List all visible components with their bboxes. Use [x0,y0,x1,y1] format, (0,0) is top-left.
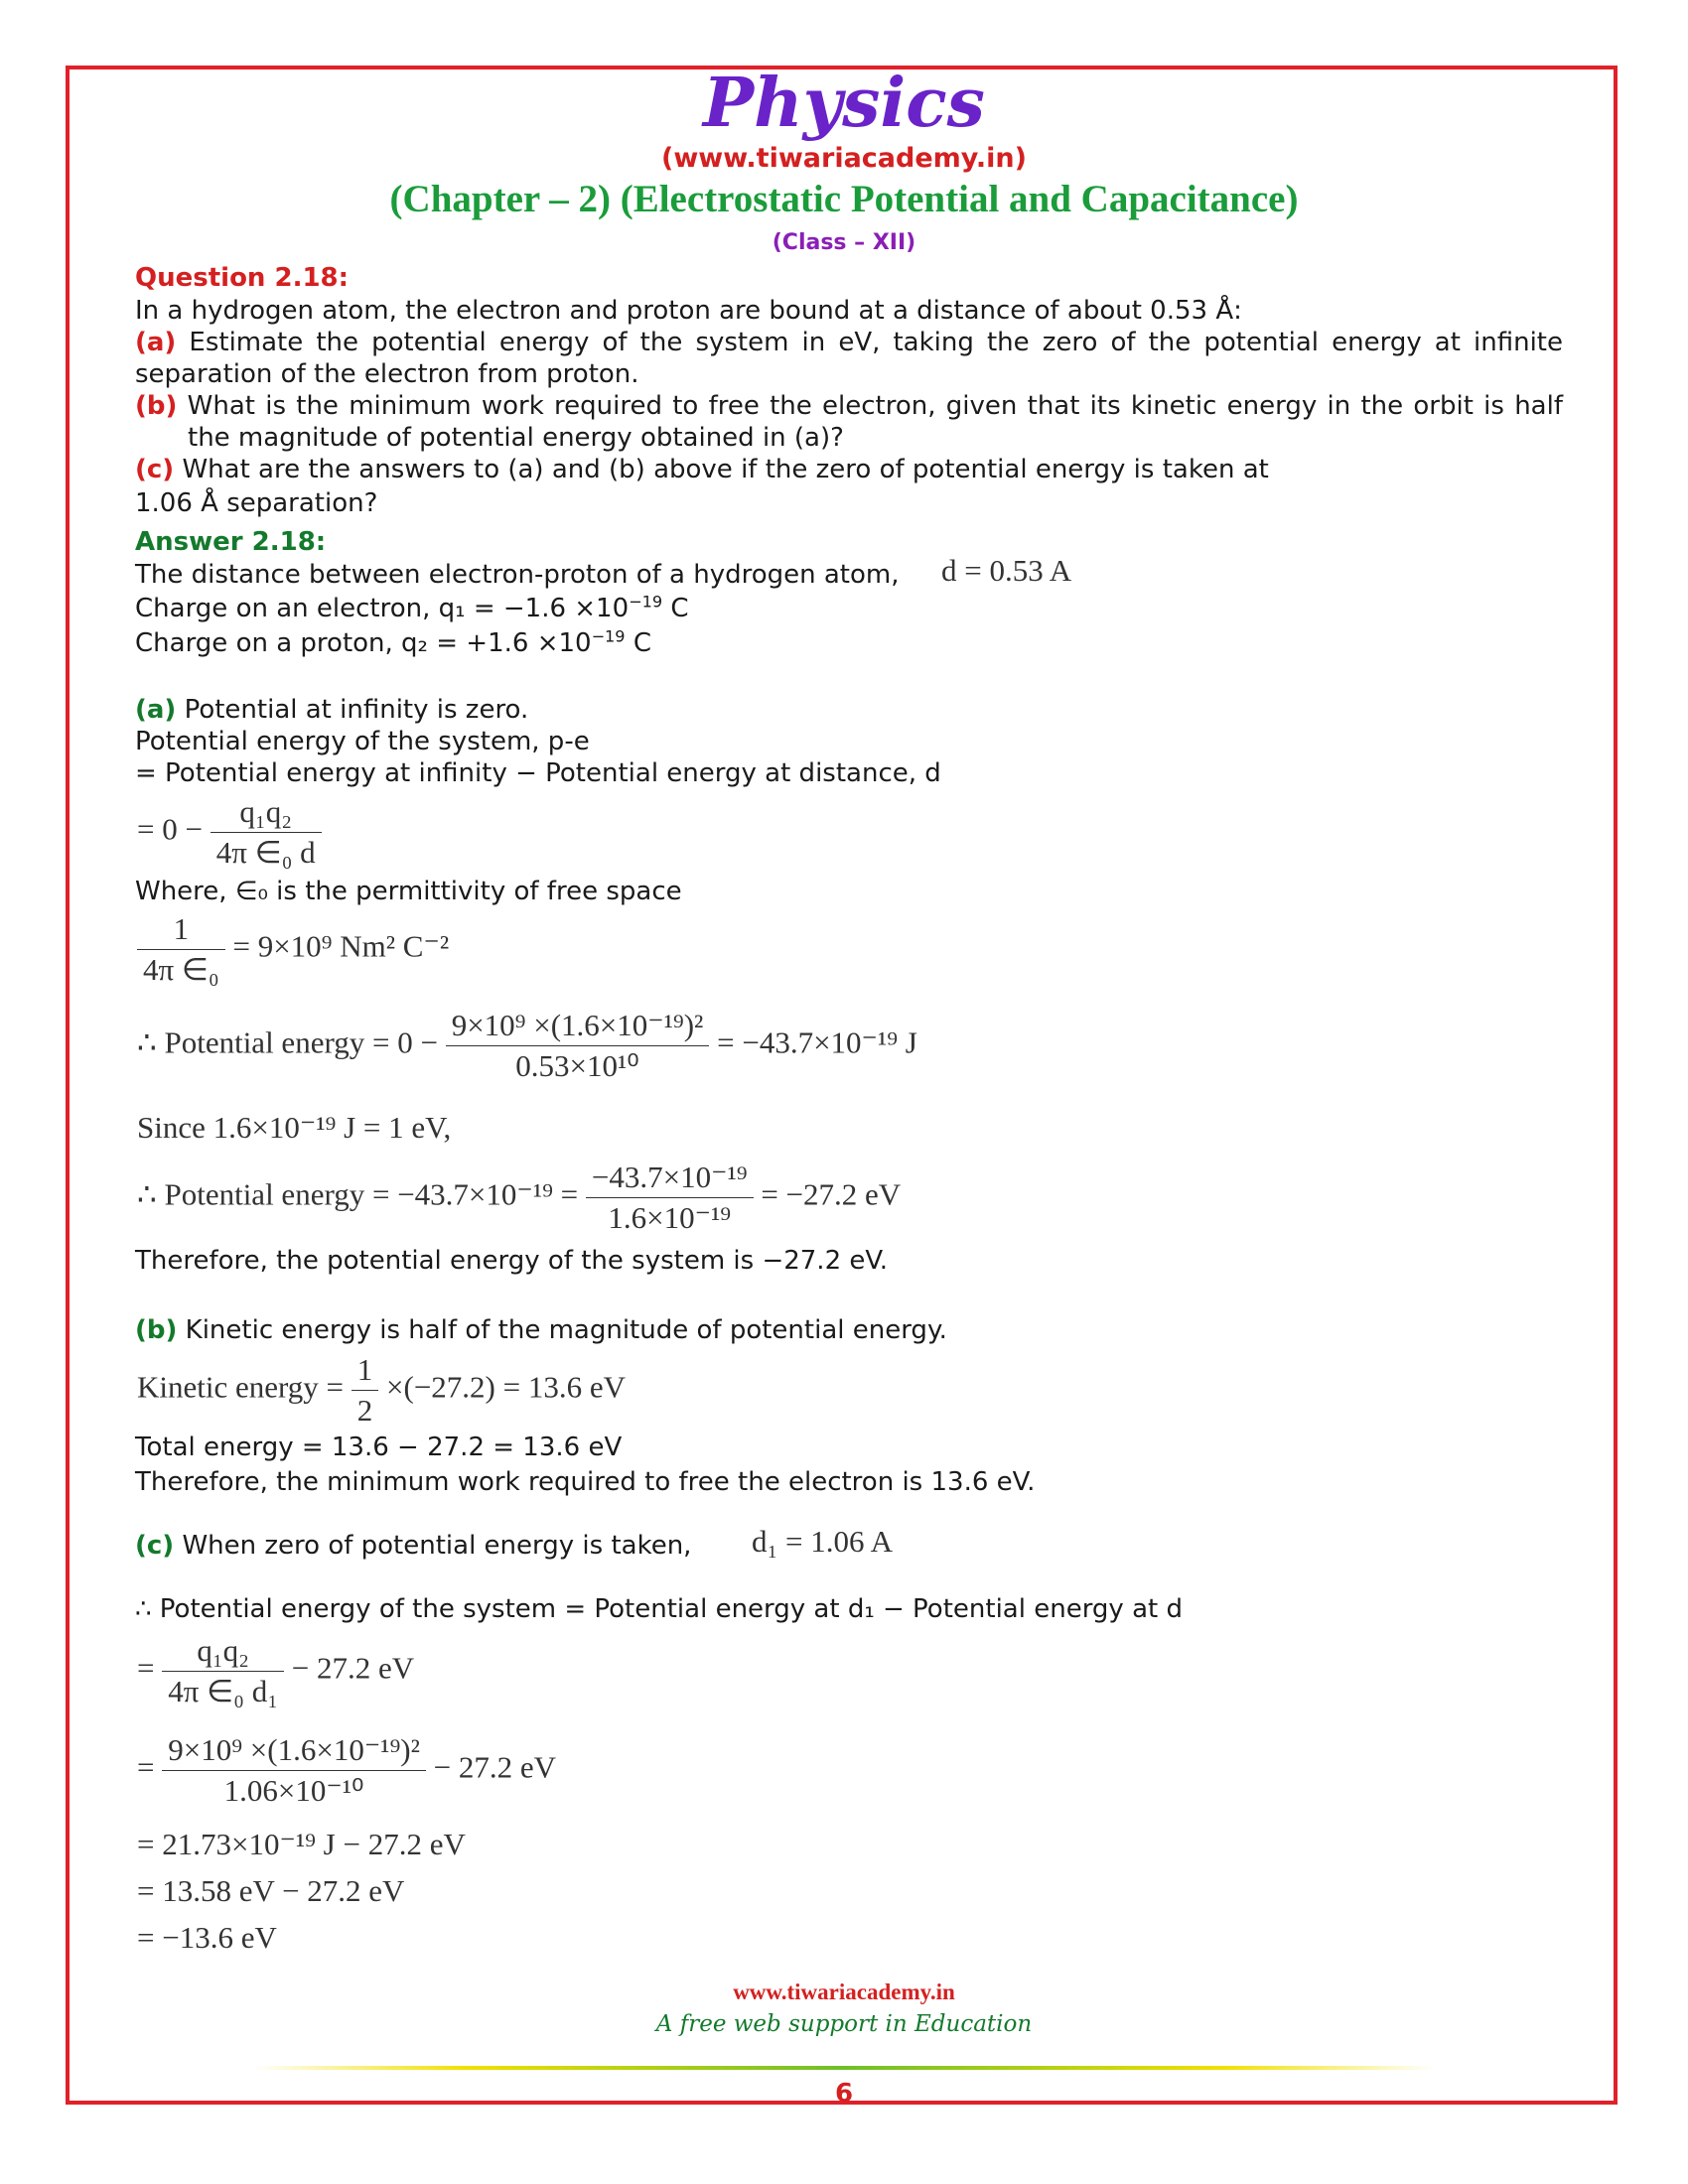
d1-equation: d₁ = 1.06 A [752,1524,893,1559]
footer-tagline: A free web support in Education [655,2011,1033,2037]
footer-url: www.tiwariacademy.in [733,1979,955,2004]
charge-proton: Charge on a proton, $q_2 = +1.6 \times 10^{-19}$ C [135,626,651,658]
question-c-line2: 1.06 Å separation? [135,488,378,518]
distance-equation [941,553,1071,589]
part-c-line1: (c) When zero of potential energy is taken, [135,1531,692,1561]
part-c-eq1: = $\frac{\text{q₁q₂}}{\text{4π ∈₀ d₁}}$ − 27.2 eV [137,1633,415,1708]
part-a-eq1: = 0 − $\frac{\text{q₁q₂}}{\text{4π ∈₀ d}}$ [137,794,322,871]
part-b-line1: (b) Kinetic energy is half of the magnitude of potential energy. [135,1315,947,1345]
part-a-line1: (a) Potential at infinity is zero. [135,695,529,725]
question-part-c [135,455,1269,484]
part-c-eq3: = 21.73×10⁻¹⁹ J − 27.2 eV [137,1827,466,1861]
question-part-a-line [135,328,1563,357]
part-a-eq2: $\frac{1}{\text{4π ∈₀}}$ = 9×10⁹ Nm² C⁻² [137,911,449,988]
question-a-text: Estimate the potential energy of the system in eV, taking the zero of the potential energy at infinite [189,328,1563,357]
question-b-text: What is the minimum work required to free the electron, given that its kinetic energy in the orbit is half [187,391,1563,421]
question-part-b-line [135,391,1563,421]
question-a-line2: separation of the electron from proton. [135,359,639,389]
question-part-a [135,328,1563,357]
part-a-eq4: ∴ Potential energy = −43.7×10⁻¹⁹ = $\frac{\text{−43.7×10⁻¹⁹}}{\text{1.6×10⁻¹⁹}}$ = −27.2 eV [137,1160,902,1235]
question-c-text: What are the answers to (a) and (b) above if the zero of potential energy is taken at [182,455,1269,484]
part-c-line2: ∴ Potential energy of the system = Potential energy at d₁ − Potential energy at d [135,1594,1183,1624]
chapter-title: (Chapter – 2) (Electrostatic Potential and Capacitance) [389,178,1299,220]
part-c-eq5: = −13.6 eV [137,1920,277,1955]
footer-divider [253,2066,1435,2070]
page-title: Physics [703,64,985,143]
distance-text: The distance between electron-proton of a hydrogen atom, [135,560,900,590]
distance-equation-text: d = 0.53 A [941,553,1072,588]
question-part-b [135,391,1563,421]
page-number: 6 [834,2079,854,2109]
question-label: Question 2.18: [135,263,350,293]
part-a-line2: Potential energy of the system, p-e [135,727,590,756]
kinetic-energy-eq: Kinetic energy = $\frac{1}{2}$ ×(−27.2) = 13.6 eV [137,1352,627,1428]
charge-electron: Charge on an electron, $q_1 = -1.6 \times 10^{-19}$ C [135,592,689,623]
total-energy: Total energy = 13.6 − 27.2 = 13.6 eV [135,1433,623,1462]
class-label: (Class – XII) [772,230,916,255]
part-c-eq2: = $\frac{\text{9×10⁹ ×(1.6×10⁻¹⁹)²}}{\text{1.06×10⁻¹⁰}}$ − 27.2 eV [137,1732,557,1808]
header-url: (www.tiwariacademy.in) [660,143,1027,174]
part-a-line3: = Potential energy at infinity − Potential energy at distance, d [135,758,941,788]
permittivity-text: Where, ∈₀ is the permittivity of free space [135,877,682,906]
part-a-conclusion: Therefore, the potential energy of the system is −27.2 eV. [135,1246,889,1276]
question-a-label: (a) [135,328,177,357]
question-c-label: (c) [135,455,175,484]
question-b-label: (b) [135,391,178,421]
question-intro: In a hydrogen atom, the electron and proton are bound at a distance of about 0.53 Å: [135,296,1242,326]
part-a-eq3: ∴ Potential energy = 0 − $\frac{\text{9×10⁹ ×(1.6×10⁻¹⁹)²}}{\text{0.53×10¹⁰}}$ = −43.7×10⁻¹⁹ J [137,1008,917,1083]
answer-label: Answer 2.18: [135,527,327,557]
question-b-line2: the magnitude of potential energy obtained in (a)? [188,423,844,453]
ev-conversion: Since 1.6×10⁻¹⁹ J = 1 eV, [137,1110,452,1145]
part-c-eq4: = 13.58 eV − 27.2 eV [137,1873,405,1908]
part-b-conclusion: Therefore, the minimum work required to free the electron is 13.6 eV. [135,1467,1036,1497]
